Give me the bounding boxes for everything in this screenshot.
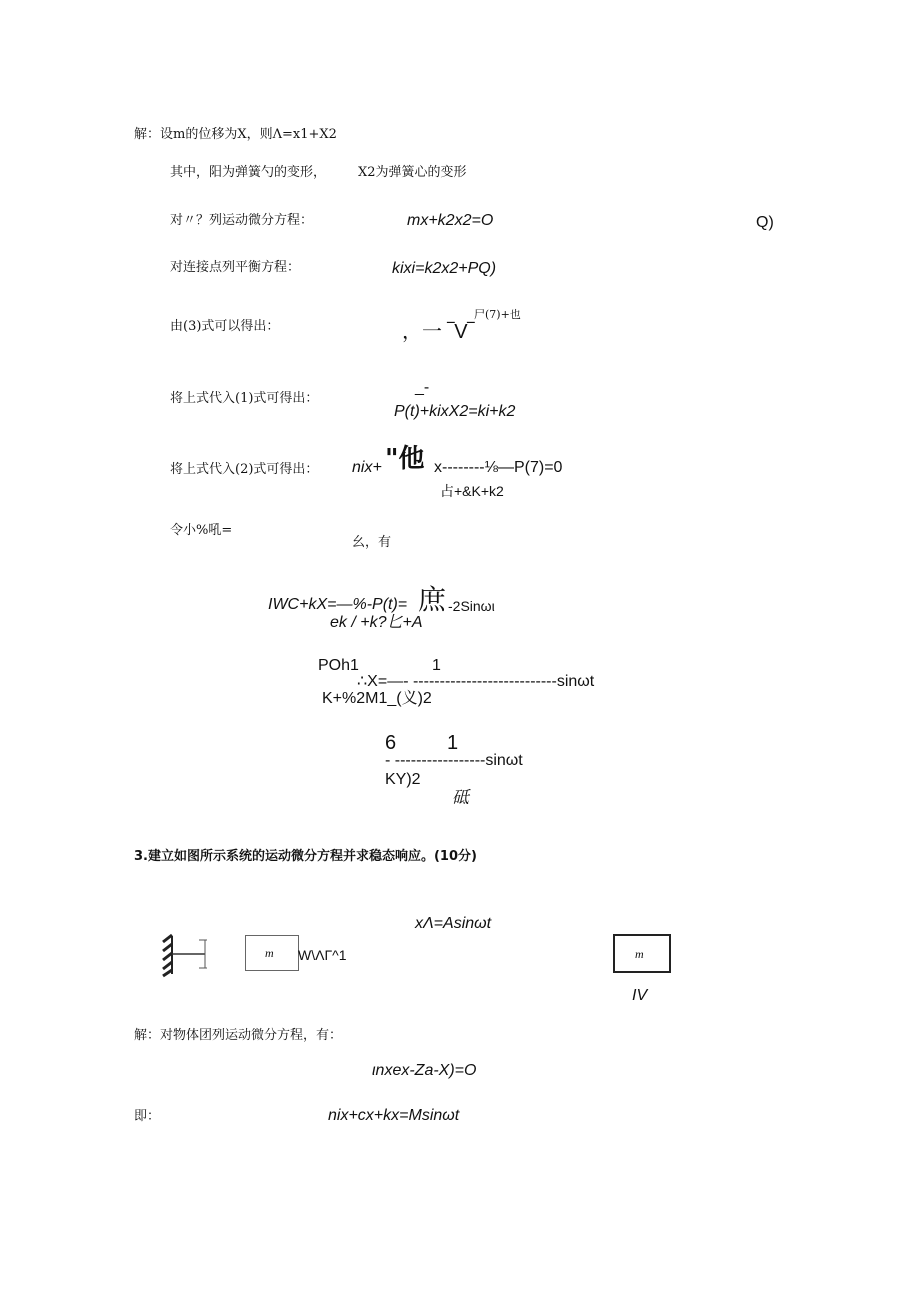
- eq6-big-glyph: 庶: [418, 583, 447, 616]
- eq8-part-b: 1: [447, 732, 459, 754]
- eq7-part-c: ∴X=—- ---------------------------sinωt: [357, 673, 595, 690]
- problem3-solution-label: 解：对物体团列运动微分方程，有：: [134, 1028, 343, 1043]
- where-text-a: 其中，阳为弹簧勺的变形，: [170, 165, 327, 180]
- figure-caption: IV: [632, 987, 648, 1004]
- step4-label: 将上式代入(1)式可得出：: [170, 391, 319, 406]
- eq7-part-d: K+%2M1_(义)2: [322, 690, 432, 707]
- let-tail: 幺，有: [352, 535, 392, 550]
- problem3-title: 3.建立如图所示系统的运动微分方程并求稳态响应。(10分): [134, 849, 477, 864]
- eq8-part-a: 6: [385, 732, 397, 754]
- problem3-equation-2: nix+cx+kx=Msinωt: [328, 1107, 460, 1124]
- eq7-part-a: POh1: [318, 657, 359, 674]
- step3-label: 由(3)式可以得出：: [170, 319, 280, 334]
- eq7-part-b: 1: [432, 657, 441, 674]
- eq6-part-d: ek / +k?匕+A: [330, 614, 423, 631]
- eq8-part-d: KY)2: [385, 771, 421, 788]
- where-text-b: X2为弹簧心的变形: [358, 165, 467, 180]
- eq8-part-c: - -----------------sinωt: [385, 752, 523, 769]
- problem3-eq2-label: 即：: [134, 1109, 161, 1124]
- step3-equation-sup: 尸(7)+也: [474, 308, 521, 321]
- problem3-equation-1: ιnxex-Za-X)=O: [372, 1062, 477, 1079]
- step1-tag: Q): [756, 214, 774, 231]
- eq6-part-a: IWC+kX=—%-P(t)=: [268, 596, 408, 613]
- mass-block: [245, 935, 299, 971]
- step2-label: 对连接点列平衡方程：: [170, 260, 301, 275]
- step5-eq-part-d: 占+&K+k2: [440, 483, 504, 499]
- solution-intro: 解：设m的位移为X，则Λ=x1+X2: [134, 127, 337, 142]
- step1-label: 对〃？列运动微分方程：: [170, 213, 314, 228]
- eq8-part-e: 砥: [452, 788, 469, 808]
- let-label: 令小%吼=: [170, 523, 233, 538]
- spring-text: W\ΛΓ^1: [298, 947, 347, 963]
- eq6-part-c: -2Sinωι: [448, 598, 495, 614]
- step3-equation: ，一 ‾V‾: [402, 321, 475, 343]
- mass-label: m: [265, 946, 274, 960]
- step2-equation: kixi=k2x2+PQ): [392, 260, 497, 277]
- step1-equation: mx+k2x2=O: [407, 212, 494, 229]
- figure-excitation-label: xΛ=Asinωt: [415, 915, 492, 932]
- step5-eq-part-a: nix+: [352, 459, 382, 476]
- step5-label: 将上式代入(2)式可得出：: [170, 462, 319, 477]
- step5-eq-part-c: x--------⅛—P(7)=0: [434, 459, 563, 476]
- step4-equation: P(t)+kixX2=ki+k2: [394, 403, 516, 420]
- wall-hatch-icon: [155, 932, 215, 978]
- step5-eq-part-b: "他: [385, 444, 425, 474]
- step4-equation-top: _-: [415, 379, 430, 396]
- mass-block-2: [613, 934, 671, 973]
- mass-label-2: m: [635, 947, 644, 961]
